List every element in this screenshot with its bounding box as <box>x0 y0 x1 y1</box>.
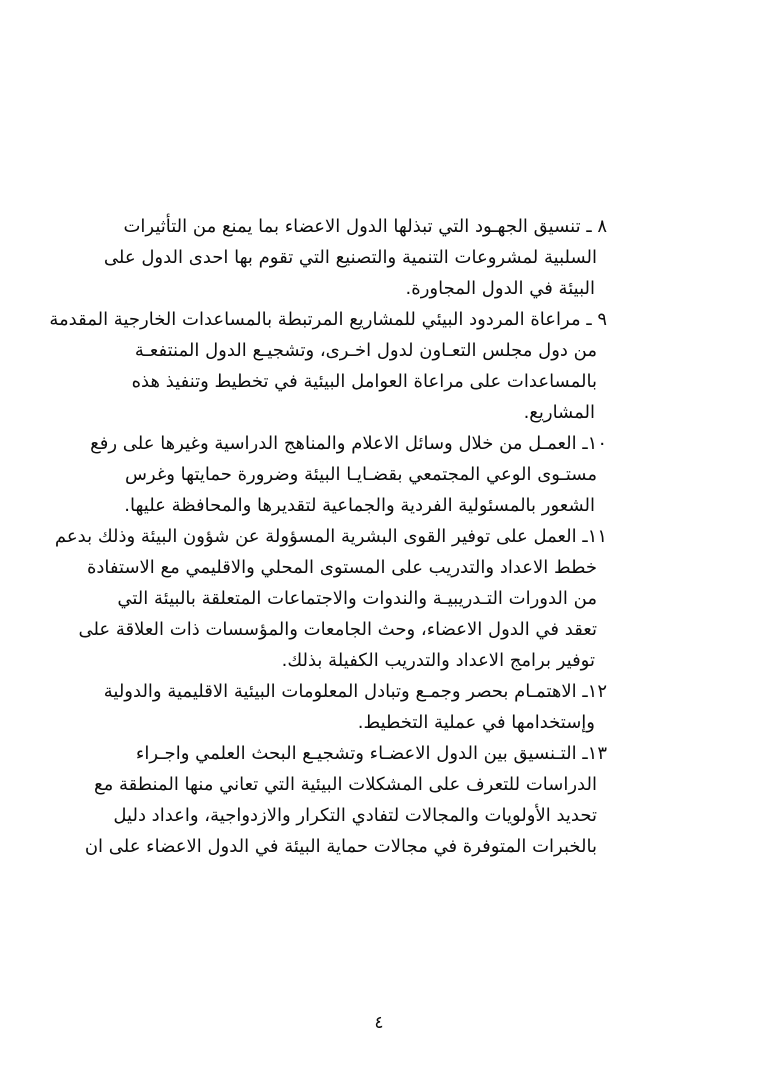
text-line: ١٢ـ الاهتمـام بحصر وجمـع وتبادل المعلومات البيئية الاقليمية والدولية <box>103 681 607 702</box>
text-line: من دول مجلس التعـاون لدول اخـرى، وتشجيـع الدول المنتفعـة <box>134 340 597 361</box>
text-line: ١٠ـ العمـل من خلال وسائل الاعلام والمناهج الدراسية وغيرها على رفع <box>90 433 607 454</box>
list-item-10 <box>90 428 607 521</box>
text-line: بالمساعدات على مراعاة العوامل البيئية في تخطيط وتنفيذ هذه <box>131 371 597 392</box>
text-line: الشعور بالمسئولية الفردية والجماعية لتقديرها والمحافظة عليها. <box>124 495 595 516</box>
page-number: ٤ <box>374 1013 384 1033</box>
list-item-9 <box>49 304 607 428</box>
text-line: البيئة في الدول المجاورة. <box>405 278 595 299</box>
text-line: السلبية لمشروعات التنمية والتصنيع التي تقوم بها احدى الدول على <box>103 247 597 268</box>
text-line: ٩ ـ مراعاة المردود البيئي للمشاريع المرتبطة بالمساعدات الخارجية المقدمة <box>49 309 607 330</box>
text-line: مستـوى الوعي المجتمعي بقضـايـا البيئة وضرورة حمايتها وغرس <box>124 464 597 485</box>
text-line: الدراسات للتعرف على المشكلات البيئية التي تعاني منها المنطقة مع <box>94 774 597 795</box>
document-text-block <box>49 211 607 862</box>
text-line: من الدورات التـدريبيـة والندوات والاجتماعات المتعلقة بالبيئة التي <box>117 588 597 609</box>
text-line: توفير برامج الاعداد والتدريب الكفيلة بذلك. <box>281 650 595 671</box>
text-line: تعقد في الدول الاعضاء، وحث الجامعات والمؤسسات ذات العلاقة على <box>78 619 597 640</box>
text-line: تحديد الأولويات والمجالات لتفادي التكرار والازدواجية، واعداد دليل <box>113 805 597 826</box>
text-line: المشاريع. <box>523 402 595 423</box>
list-item-8 <box>103 211 607 304</box>
text-line: ٨ ـ تنسيق الجهـود التي تبذلها الدول الاعضاء بما يمنع من التأثيرات <box>123 216 607 237</box>
text-line: ١٣ـ التـنسيق بين الدول الاعضـاء وتشجيـع البحث العلمي واجـراء <box>135 743 607 764</box>
text-line: خطط الاعداد والتدريب على المستوى المحلي والاقليمي مع الاستفادة <box>86 557 597 578</box>
list-item-11 <box>54 521 607 676</box>
list-item-13 <box>84 738 607 862</box>
list-item-12 <box>103 676 607 738</box>
text-line: ١١ـ العمل على توفير القوى البشرية المسؤولة عن شؤون البيئة وذلك بدعم <box>54 526 607 547</box>
text-line: وإستخدامها في عملية التخطيط. <box>357 712 595 733</box>
text-line: بالخبرات المتوفرة في مجالات حماية البيئة في الدول الاعضاء على ان <box>84 836 597 857</box>
